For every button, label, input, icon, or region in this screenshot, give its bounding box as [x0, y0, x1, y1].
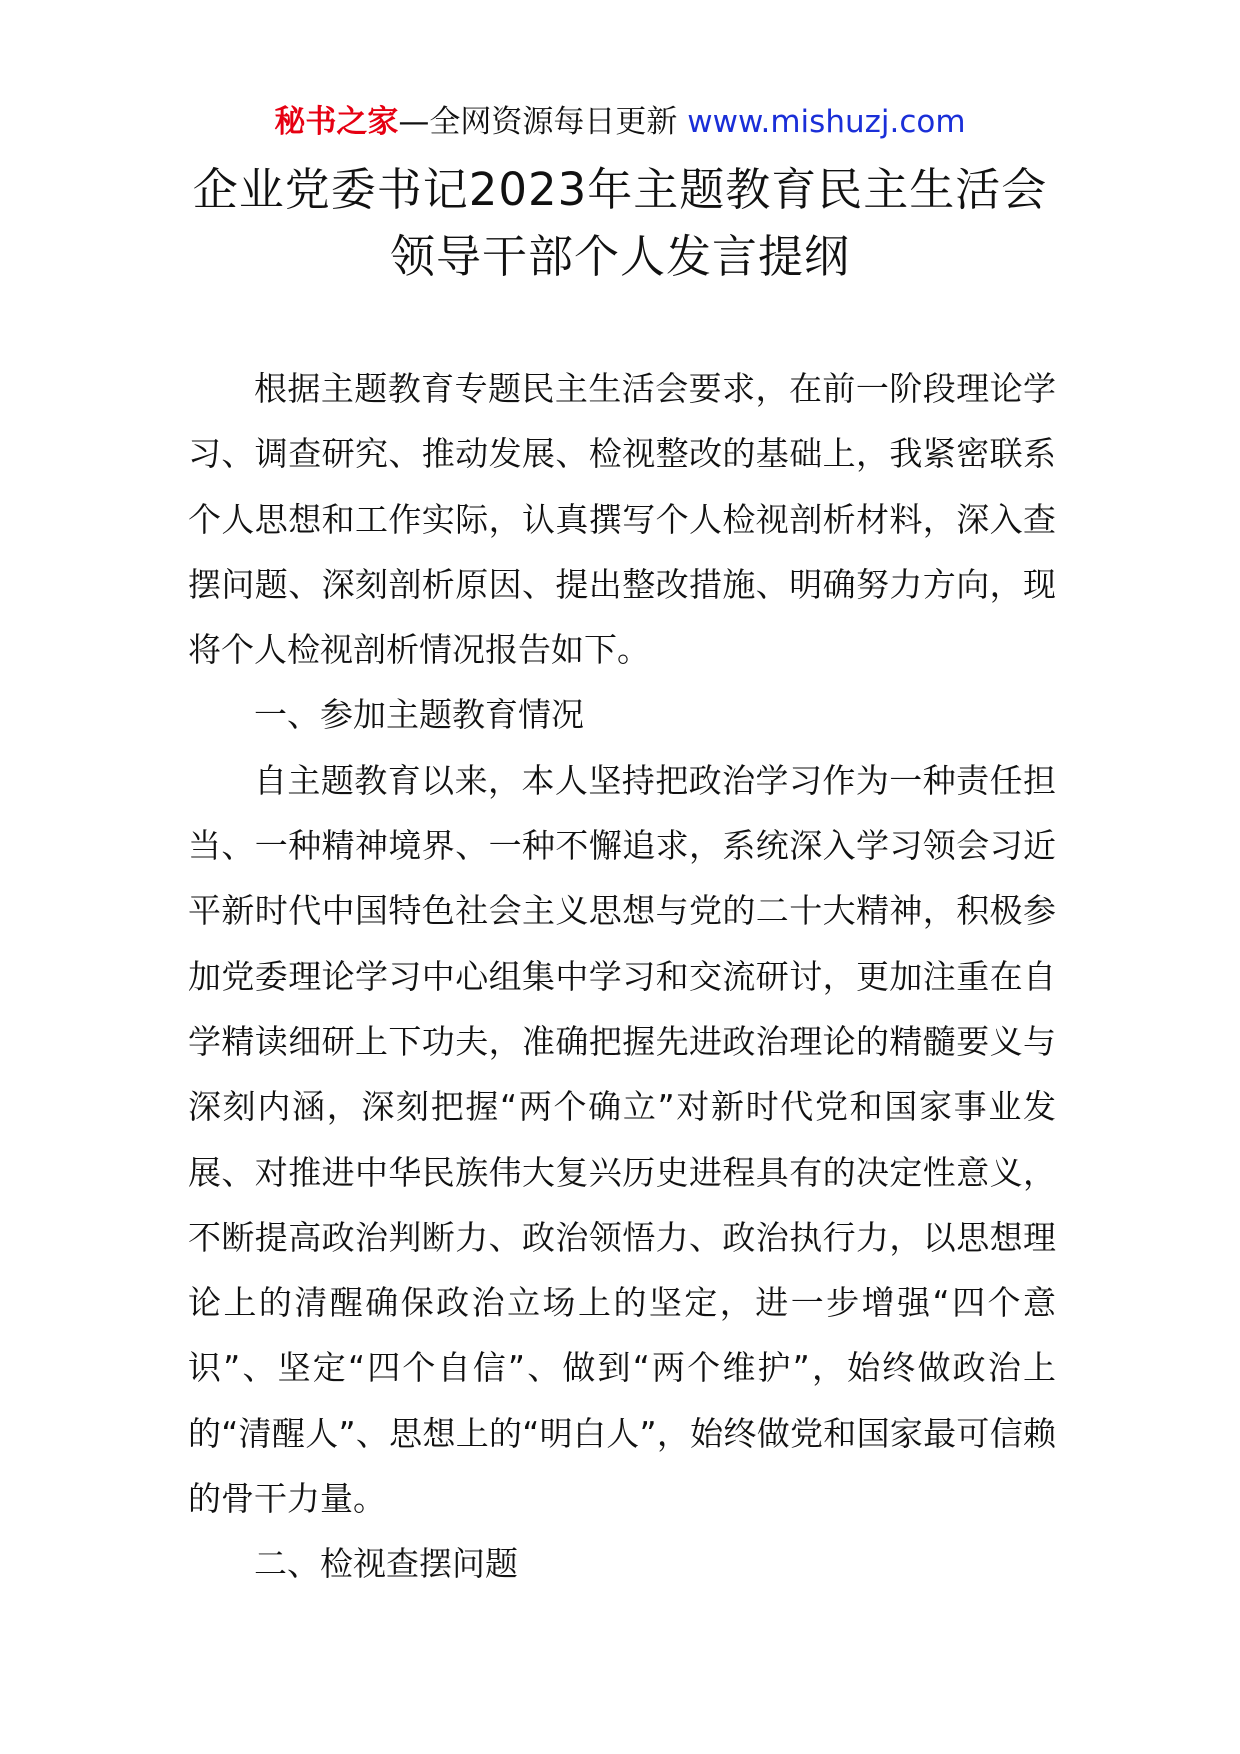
section-heading-2: 二、检视查摆问题 — [254, 1544, 518, 1584]
section-1-paragraph: 自主题教育以来，本人坚持把政治学习作为一种责任担当、一种精神境界、一种不懈追求，系统深入学习领会习近平新时代中国特色社会主义思想与党的二十大精神，积极参加党委理论学习中心组集中学习和交流研讨，更加注重在自学精读细研上下功夫，准确把握先进政治理论的精髓要义与深刻内涵，深刻把握“两个确立”对新时代党和国家事业发展、对推进中华民族伟大复兴历史进程具有的决定性意义，不断提高政治判断力、政治领悟力、政治执行力，以思想理论上的清醒确保政治立场上的坚定，进一步增强“四个意识”、坚定“四个自信”、做到“两个维护”，始终做政治上的“清醒人”、思想上的“明白人”，始终做党和国家最可信赖的骨干力量。 — [188, 760, 1056, 1519]
site-header — [0, 100, 1240, 144]
site-brand: 秘书之家 — [274, 104, 399, 140]
site-tagline: —全网资源每日更新 — [398, 104, 688, 140]
site-url-link[interactable]: www.mishuzj.com — [687, 104, 966, 140]
section-heading-1: 一、参加主题教育情况 — [254, 695, 584, 735]
document-title-line-1: 企业党委书记2023年主题教育民主生活会 — [192, 163, 1048, 216]
intro-paragraph: 根据主题教育专题民主生活会要求，在前一阶段理论学习、调查研究、推动发展、检视整改的基础上，我紧密联系个人思想和工作实际，认真撰写个人检视剖析材料，深入查摆问题、深刻剖析原因、提出整改措施、明确努力方向，现将个人检视剖析情况报告如下。 — [188, 369, 1056, 670]
document-body — [188, 356, 1056, 1597]
document-title-line-2: 领导干部个人发言提纲 — [389, 230, 850, 283]
